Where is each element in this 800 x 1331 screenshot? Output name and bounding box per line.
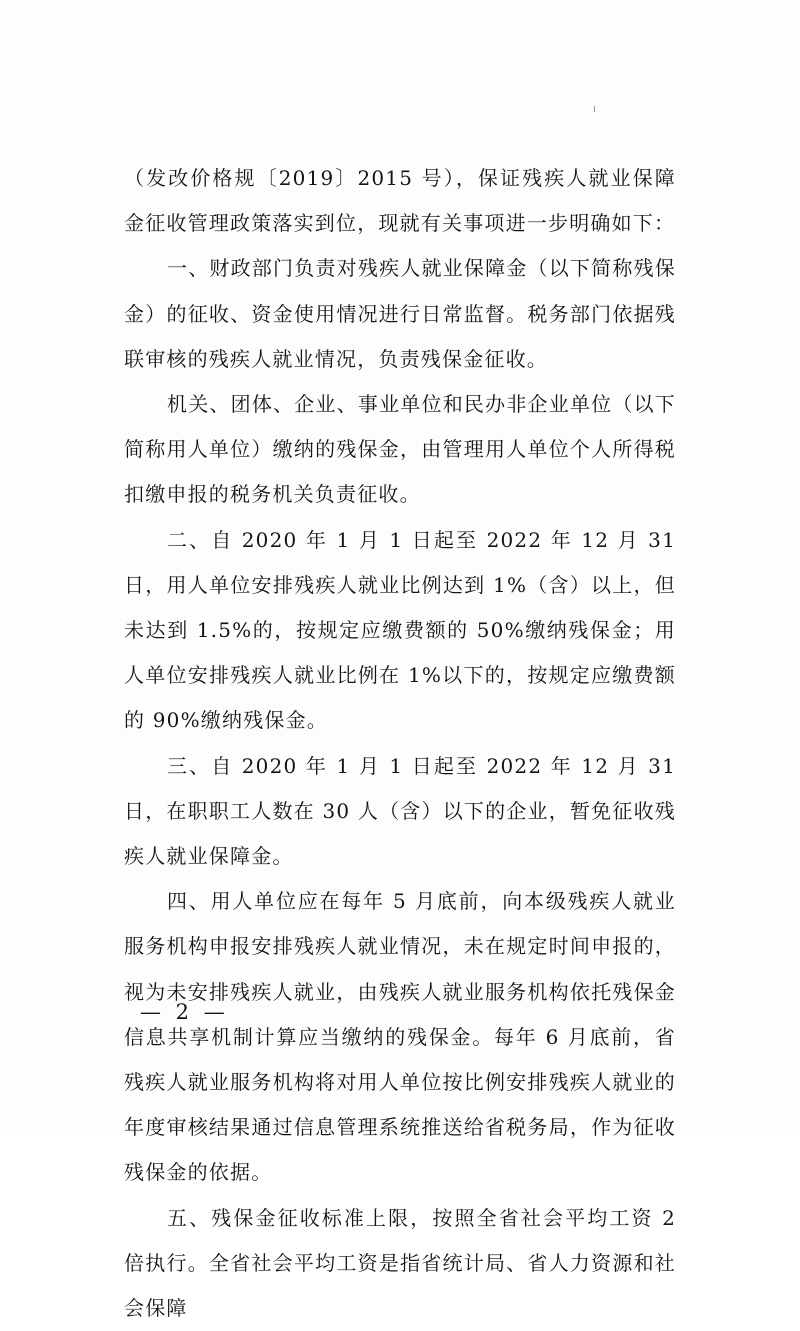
page-number: — 2 — bbox=[140, 1000, 229, 1024]
paragraph-section-2: 二、自 2020 年 1 月 1 日起至 2022 年 12 月 31 日，用人单位安排残疾人就业比例达到 1%（含）以上，但未达到 1.5%的，按规定应缴费额的 50%缴纳残保金；用人单位安排残疾人就业比例在 1%以下的，按规定应缴费额的 90%缴纳残保金。 bbox=[124, 527, 676, 733]
paragraph-section-1-units: 机关、团体、企业、事业单位和民办非企业单位（以下简称用人单位）缴纳的残保金，由管理用人单位个人所得税扣缴申报的税务机关负责征收。 bbox=[124, 392, 676, 507]
paragraph-section-5: 五、残保金征收标准上限，按照全省社会平均工资 2 倍执行。全省社会平均工资是指省统计局、省人力资源和社会保障 bbox=[124, 1205, 676, 1321]
paragraph-section-1: 一、财政部门负责对残疾人就业保障金（以下简称残保金）的征收、资金使用情况进行日常监督。税务部门依据残联审核的残疾人就业情况，负责残保金征收。 bbox=[124, 256, 676, 371]
document-body bbox=[124, 156, 676, 1331]
paragraph-intro: （发改价格规〔2019〕2015 号），保证残疾人就业保障金征收管理政策落实到位，现就有关事项进一步明确如下： bbox=[124, 166, 676, 236]
paragraph-section-3: 三、自 2020 年 1 月 1 日起至 2022 年 12 月 31 日，在职职工人数在 30 人（含）以下的企业，暂免征收残疾人就业保障金。 bbox=[124, 753, 676, 869]
scan-mark bbox=[594, 106, 595, 112]
paragraph-section-4: 四、用人单位应在每年 5 月底前，向本级残疾人就业服务机构申报安排残疾人就业情况，未在规定时间申报的，视为未安排残疾人就业，由残疾人就业服务机构依托残保金信息共享机制计算应当缴纳的残保金。每年 6 月底前，省残疾人就业服务机构将对用人单位按比例安排残疾人就业的年度审核结果通过信息管理系统推送给省税务局，作为征收残保金的依据。 bbox=[124, 889, 676, 1185]
